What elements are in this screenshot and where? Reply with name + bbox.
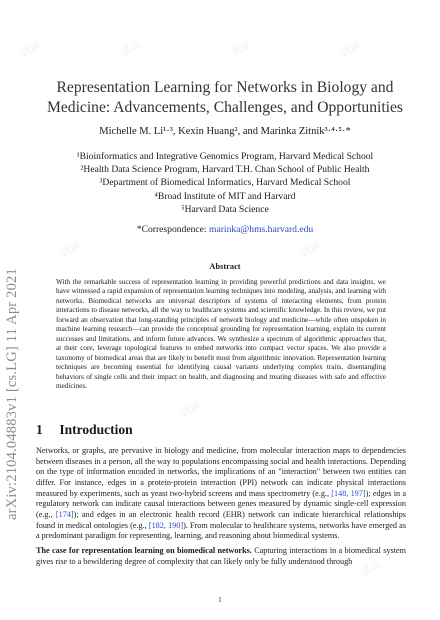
citation-link[interactable]: [182, 190]	[148, 520, 184, 530]
arxiv-identifier: arXiv:2104.04883v1 [cs.LG] 11 Apr 2021	[4, 268, 20, 520]
watermark: 试读	[299, 239, 323, 259]
correspondence-email-link[interactable]: marinka@hms.harvard.edu	[209, 224, 314, 235]
watermark: 试读	[179, 399, 203, 419]
body-text	[36, 446, 406, 571]
affiliation: ⁴Broad Institute of MIT and Harvard	[154, 190, 296, 202]
paragraph-text: Networks, or graphs, are pervasive in biology and medicine, from molecular interaction maps to dependencies between diseases in a person, all the way to populations encompassing social and health interactions. Depending on the type of information encoded in networks, the implications of an "interaction" between two entities can differ. For instance, edges in a protein-protein interaction (PPI) network can indicate physical interactions measured by experiments, such as yeast two-hybrid screens and mass spectrometry (e.g.,	[36, 446, 406, 498]
watermark: 试读	[359, 559, 383, 579]
affiliation: ²Health Data Science Program, Harvard T.H. Chan School of Public Health	[80, 164, 370, 176]
section-number: 1	[36, 422, 43, 437]
paragraph-text: ). From molecular to healthcare systems, networks have emerged as a predominant paradigm for representing, learning, and reasoning about biomedical systems.	[36, 520, 407, 541]
paragraph-text: ); edges in a regulatory network can indicate causal interactions between genes measured by dynamic single-cell expression (e.g.,	[36, 488, 406, 519]
paragraph-text: ); and edges in an electronic health record (EHR) network can indicate hierarchical relationships found in medical ontologies (e.g.,	[36, 509, 406, 530]
affiliation: ⁵Harvard Data Science	[181, 203, 269, 215]
section-heading	[36, 422, 133, 438]
paragraph	[36, 546, 406, 567]
paper-title: Representation Learning for Networks in Biology and Medicine: Advancements, Challenges, and Opportunities	[47, 79, 403, 116]
paragraph-lead: The case for representation learning on biomedical networks.	[36, 545, 252, 555]
affiliation: ¹Bioinformatics and Integrative Genomics Program, Harvard Medical School	[76, 151, 374, 162]
watermark: 试读	[339, 39, 363, 59]
paragraph	[36, 446, 406, 542]
watermark: 试读	[19, 39, 43, 59]
correspondence-label: *Correspondence:	[136, 224, 207, 235]
paragraph-text: Capturing interactions in a biomedical system gives rise to a bewildering degree of complexity that can likely only be fully understood through	[36, 545, 406, 566]
watermark: 试读	[119, 39, 143, 59]
abstract-heading: Abstract	[209, 262, 241, 271]
citation-link[interactable]: [148, 197]	[331, 488, 366, 498]
affiliation: ³Department of Biomedical Informatics, Harvard Medical School	[99, 177, 351, 189]
affiliations	[40, 150, 410, 216]
watermark: 试读	[59, 239, 83, 259]
section-title: Introduction	[59, 422, 133, 437]
correspondence	[40, 224, 410, 235]
watermark: 试读	[229, 39, 253, 59]
page-number: 1	[218, 596, 222, 604]
citation-link[interactable]: [174]	[55, 509, 74, 519]
author-list: Michelle M. Li¹·³, Kexin Huang², and Marinka Zitnik³·⁴·⁵·*	[99, 126, 351, 137]
abstract-text: With the remarkable success of representation learning in providing powerful predictions and data insights, we have witnessed a rapid expansion of representation learning techniques into modeling, analysis, and learning with networks. Biomedical networks are universal descriptors of systems of interacting elements, from protein interactions to disease networks, all the way to healthcare systems and scientific knowledge. In this review, we put forward an observation that long-standing principles of network biology and medicine—while often unspoken in machine learning research—can provide the conceptual grounding for representation learning, explain its current successes and limitations, and inform future advances. We synthesize a spectrum of algorithmic approaches that, at their core, leverage topological features to embed networks into compact vector spaces. We also provide a taxonomy of biomedical areas that are likely to benefit most from algorithmic innovation. Representation learning techniques are becoming essential for identifying causal variants underlying complex traits, disentangling behaviors of single cells and their impact on health, and diagnosing and treating diseases with safe and effective medicines.	[56, 278, 386, 390]
